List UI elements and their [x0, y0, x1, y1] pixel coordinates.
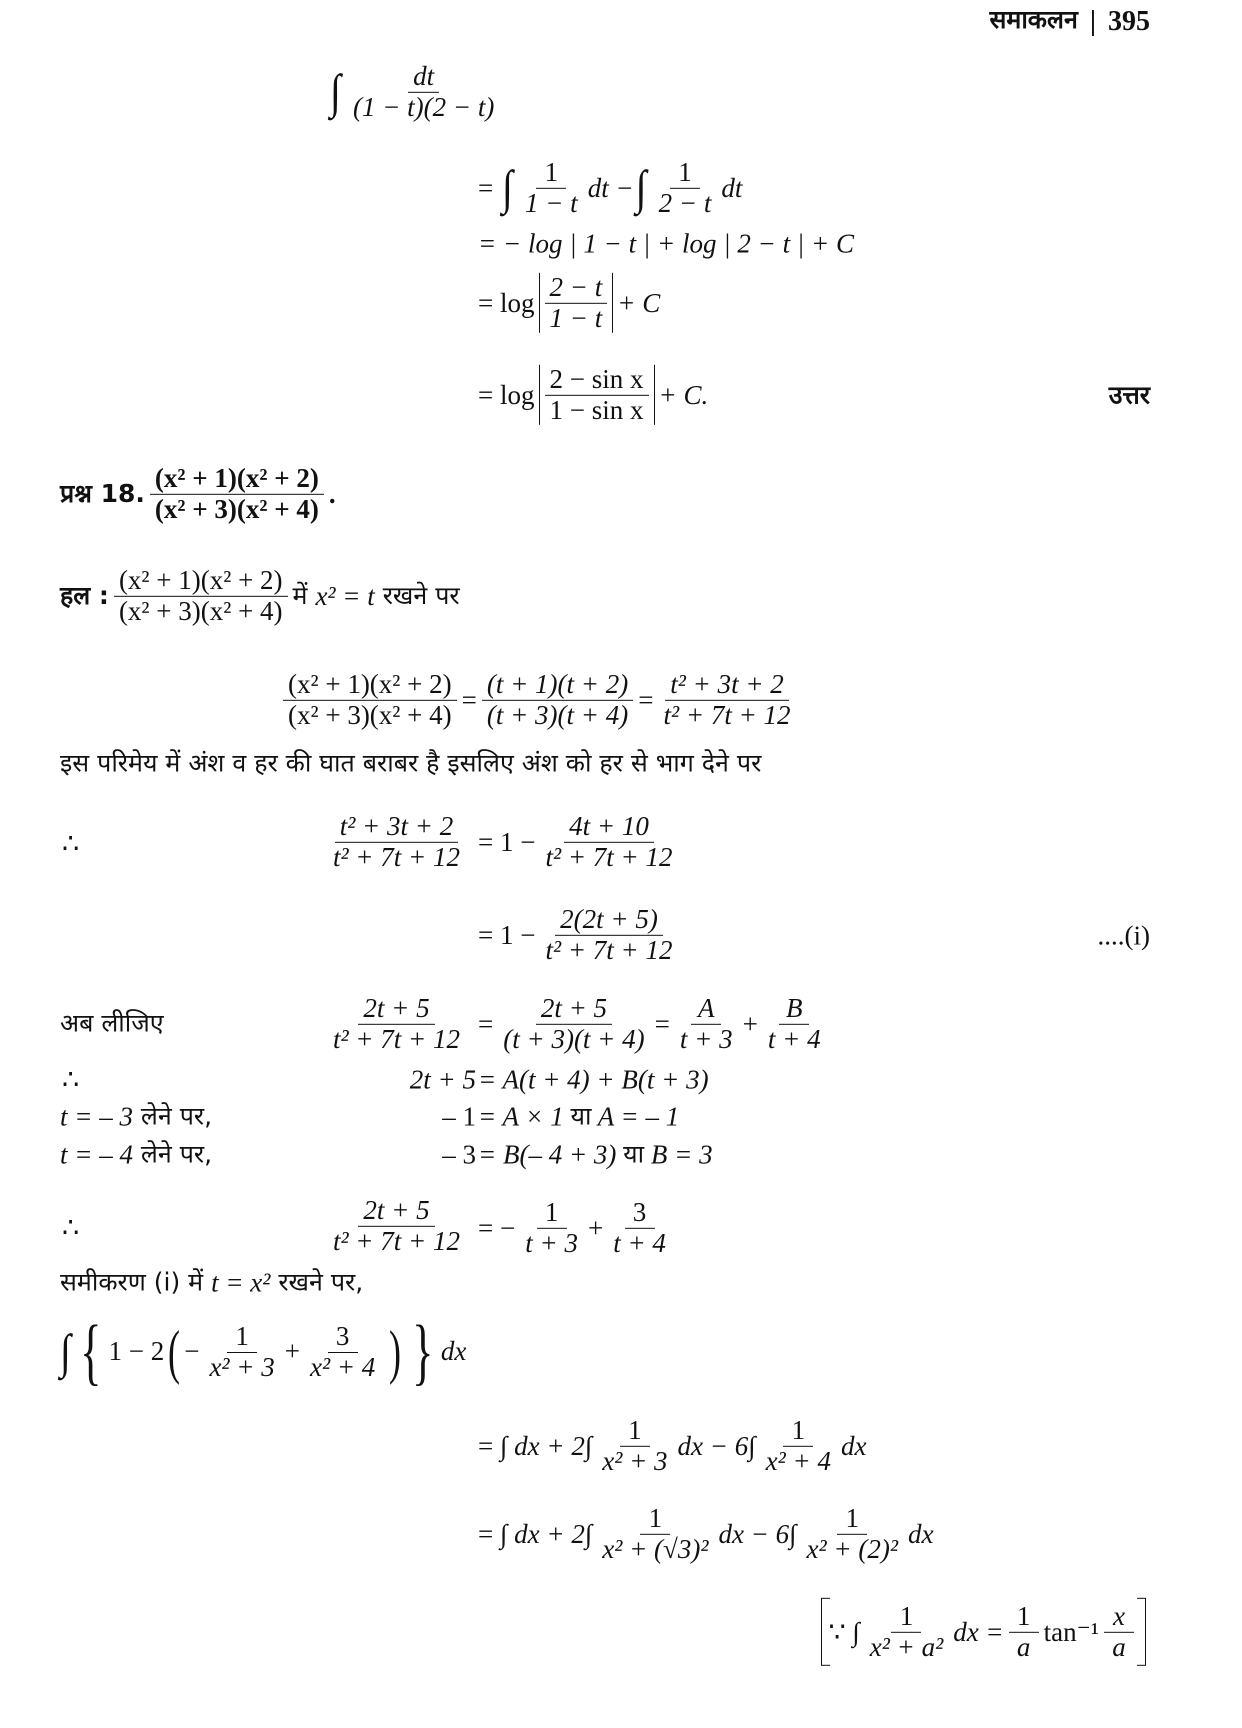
therefore-symbol: ∴ — [62, 828, 80, 859]
standard-formula-note: ∵ ∫ $\frac{1}{\text{x² + a²}}$ dx = $\frac{1}{a}$ tan⁻¹ $\frac{x}{a}$ — [821, 1598, 1146, 1666]
solve-b: = B(– 4 + 3) या B = 3 — [478, 1139, 713, 1170]
answer-label: उत्तर — [1108, 380, 1150, 410]
standard-form-integrals: = ∫ dx + 2∫ $\frac{1}{\text{x² + (√3)²}}$ dx − 6∫ $\frac{1}{\text{x² + (2)²}}$ dx — [478, 1502, 934, 1564]
equation-i: = 1 − $\frac{2(2t + 5)}{\text{t² + 7t + 12}}$ — [478, 905, 683, 965]
value-lhs: – 1 — [442, 1101, 476, 1132]
step-log-ratio: = log $\frac{2 - t}{1 - t}$ + C — [478, 271, 661, 333]
fraction: $\frac{\text{(x² + 1)(x² + 2)}}{\text{(x² + 3)(x² + 4)}}$ — [283, 670, 457, 730]
lhs-fraction: $\frac{2t + 5}{\text{t² + 7t + 12}}$ — [332, 992, 460, 1054]
partial-fraction-result: = − $\frac{1}{t + 3}$ + $\frac{3}{t + 4}$ — [478, 1196, 666, 1258]
question-label: प्रश्न 18. — [60, 478, 145, 508]
solve-a: = A × 1 या A = – 1 — [478, 1101, 680, 1132]
identity-rhs: = A(t + 4) + B(t + 3) — [478, 1064, 709, 1095]
step-partial-fractions: = ∫ $\frac{1}{1 - t}$ dt − ∫ $\frac{1}{2 - t}$ dt — [478, 156, 743, 218]
lhs-fraction: $\frac{\text{t² + 3t + 2}}{\text{t² + 7t + 12}}$ — [332, 810, 460, 872]
chapter-title: समाकलन — [989, 5, 1078, 34]
identity-lhs: 2t + 5 — [409, 1064, 476, 1095]
step-logs: = − log | 1 − t | + log | 2 − t | + C — [478, 228, 855, 259]
division-step: = 1 − $\frac{4t + 10}{\text{t² + 7t + 12}}$ — [478, 812, 683, 872]
lhs-fraction: $\frac{2t + 5}{\text{t² + 7t + 12}}$ — [332, 1194, 460, 1256]
fraction: $\frac{\text{(x² + 1)(x² + 2)}}{\text{(x² + 3)(x² + 4)}}$ — [114, 566, 288, 626]
fraction: $\frac{dt}{(1 - t)(2 - t)}$ — [352, 60, 495, 122]
therefore-symbol: ∴ — [62, 1064, 80, 1095]
substitution-step: $\frac{\text{(x² + 1)(x² + 2)}}{\text{(x² + 3)(x² + 4)}}$ = $\frac{(t + 1)(t + 2)}{(t + 3)(t + 4)}$ = $\frac{\text{t² + 3t + 2}}{\text{t² + 7t + 12}}$ — [278, 670, 801, 730]
integral-setup: ∫ { 1 − 2 ( − $\frac{1}{\text{x² + 3}}$ + $\frac{3}{\text{x² + 4}}$ ) } dx — [60, 1311, 467, 1393]
explanation-text: इस परिमेय में अंश व हर की घात बराबर है इसलिए अंश को हर से भाग देने पर — [60, 748, 762, 778]
now-take-label: अब लीजिए — [60, 1008, 164, 1038]
fraction: $\frac{\text{t² + 3t + 2}}{\text{t² + 7t + 12}}$ — [663, 668, 791, 730]
question-18: प्रश्न 18. $\frac{\text{(x² + 1)(x² + 2)}}{\text{(x² + 3)(x² + 4)}}$ . — [60, 462, 336, 524]
integral-sign: ∫ — [330, 64, 341, 119]
fraction: $\frac{\text{(x² + 1)(x² + 2)}}{\text{(x² + 3)(x² + 4)}}$ — [150, 464, 324, 524]
therefore-symbol: ∴ — [62, 1212, 80, 1243]
integral-expression — [328, 62, 504, 122]
fraction: $\frac{2(2t + 5)}{\text{t² + 7t + 12}}$ — [545, 903, 673, 965]
header-separator: | — [1089, 6, 1096, 37]
absolute-value: $\frac{2 - t}{1 - t}$ — [539, 273, 614, 333]
condition-t-minus-4: t = – 4 लेने पर, — [60, 1139, 213, 1170]
running-header — [989, 6, 1150, 38]
substitute-back-text: समीकरण (i) में t = x² रखने पर, — [60, 1267, 364, 1298]
absolute-value: $\frac{\text{2 − sin x}}{\text{1 − sin x}}$ — [539, 365, 655, 425]
partial-fraction-setup: = $\frac{2t + 5}{(t + 3)(t + 4)}$ = $\frac{A}{t + 3}$ + $\frac{B}{t + 4}$ — [478, 992, 821, 1054]
condition-t-minus-3: t = – 3 लेने पर, — [60, 1101, 213, 1132]
solution-intro: हल : $\frac{\text{(x² + 1)(x² + 2)}}{\text{(x² + 3)(x² + 4)}}$ में x² = t रखने पर — [60, 564, 460, 626]
value-lhs: – 3 — [442, 1139, 476, 1170]
equation-reference: ....(i) — [1097, 920, 1150, 951]
fraction: $\frac{1}{1 - t}$ — [524, 156, 578, 218]
solution-label: हल : — [60, 580, 109, 610]
page-number: 395 — [1108, 6, 1150, 37]
fraction: $\frac{(t + 1)(t + 2)}{(t + 3)(t + 4)}$ — [482, 670, 633, 730]
fraction: $\frac{4t + 10}{\text{t² + 7t + 12}}$ — [545, 810, 673, 872]
split-integrals: = ∫ dx + 2∫ $\frac{1}{\text{x² + 3}}$ dx − 6∫ $\frac{1}{\text{x² + 4}}$ dx — [478, 1414, 867, 1476]
fraction: $\frac{1}{2 - t}$ — [658, 156, 712, 218]
step-final: = log $\frac{\text{2 − sin x}}{\text{1 − sin x}}$ + C. — [478, 363, 709, 425]
